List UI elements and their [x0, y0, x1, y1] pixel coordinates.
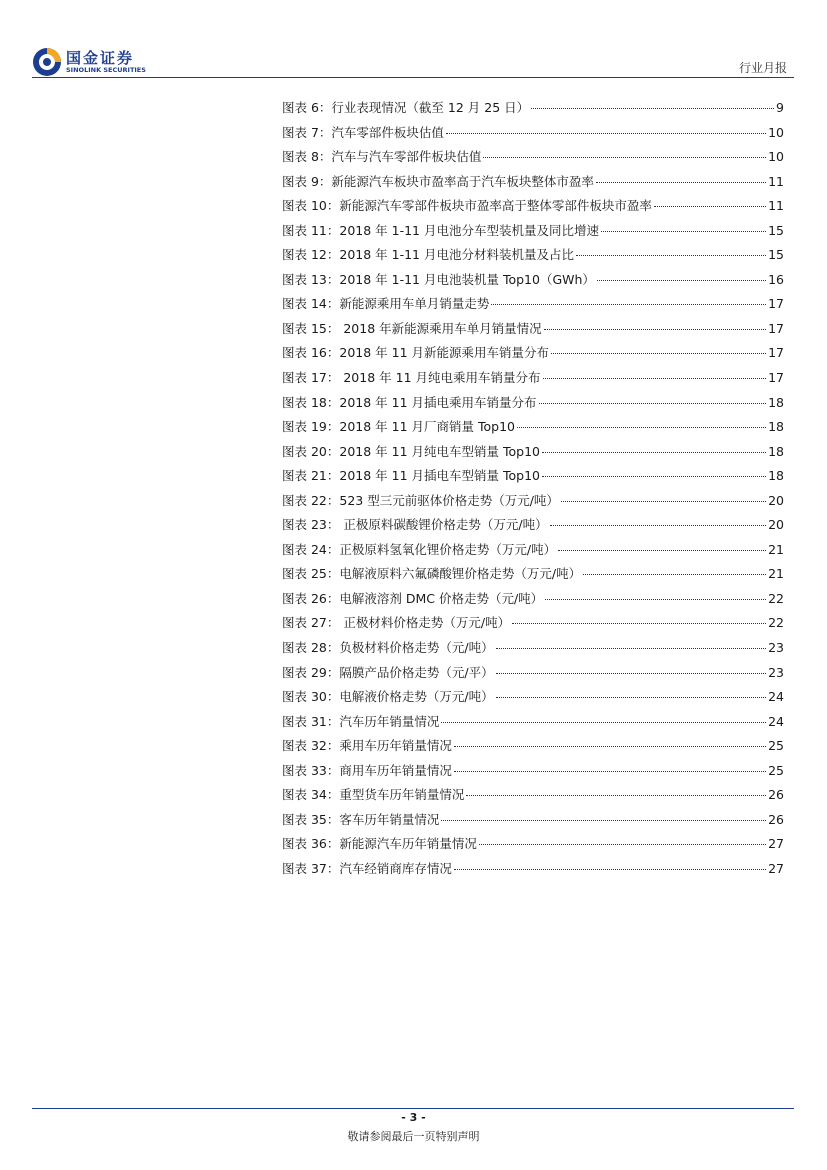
- toc-leader-dots: [543, 378, 767, 379]
- figure-index-list: [282, 98, 784, 884]
- toc-entry-page: 25: [768, 738, 784, 754]
- toc-entry[interactable]: [282, 712, 784, 737]
- toc-entry-page: 17: [768, 296, 784, 312]
- toc-leader-dots: [561, 501, 766, 502]
- toc-entry-title: 图表 34：重型货车历年销量情况: [282, 787, 465, 803]
- toc-entry-page: 20: [768, 517, 784, 533]
- toc-leader-dots: [576, 255, 766, 256]
- toc-entry-title: 图表 7：汽车零部件板块估值: [282, 124, 444, 140]
- toc-entry[interactable]: [282, 663, 784, 688]
- toc-entry[interactable]: [282, 245, 784, 270]
- toc-entry-title: 图表 32：乘用车历年销量情况: [282, 738, 452, 754]
- toc-entry-page: 16: [768, 271, 784, 287]
- logo-wordmark: [66, 50, 146, 75]
- footer-disclaimer: 敬请参阅最后一页特别声明: [347, 1130, 480, 1143]
- toc-entry[interactable]: [282, 491, 784, 516]
- toc-entry[interactable]: [282, 123, 784, 148]
- toc-entry[interactable]: [282, 638, 784, 663]
- toc-entry-title: 图表 16：2018 年 11 月新能源乘用车销量分布: [282, 345, 550, 361]
- toc-entry-page: 26: [768, 787, 784, 803]
- toc-leader-dots: [454, 869, 766, 870]
- toc-entry[interactable]: [282, 393, 784, 418]
- toc-entry-page: 21: [768, 566, 784, 582]
- toc-entry-title: 图表 36：新能源汽车历年销量情况: [282, 836, 477, 852]
- company-logo: [32, 47, 146, 77]
- toc-entry[interactable]: [282, 417, 784, 442]
- toc-entry-page: 24: [768, 689, 784, 705]
- toc-leader-dots: [454, 771, 766, 772]
- toc-leader-dots: [550, 525, 767, 526]
- toc-entry-page: 21: [768, 541, 784, 557]
- toc-entry-title: 图表 9：新能源汽车板块市盈率高于汽车板块整体市盈率: [282, 173, 594, 189]
- toc-entry-page: 20: [768, 492, 784, 508]
- logo-chinese-name: 国金证券: [66, 48, 135, 67]
- toc-entry-title: 图表 10：新能源汽车零部件板块市盈率高于整体零部件板块市盈率: [282, 198, 652, 214]
- toc-entry-title: 图表 8：汽车与汽车零部件板块估值: [282, 149, 482, 165]
- toc-entry[interactable]: [282, 810, 784, 835]
- toc-entry-page: 10: [768, 124, 784, 140]
- toc-leader-dots: [483, 157, 766, 158]
- toc-leader-dots: [542, 452, 766, 453]
- toc-leader-dots: [551, 353, 766, 354]
- toc-entry-title: 图表 11：2018 年 1-11 月电池分车型装机量及同比增速: [282, 222, 599, 238]
- toc-entry-title: 图表 31：汽车历年销量情况: [282, 713, 440, 729]
- toc-entry-page: 26: [768, 811, 784, 827]
- toc-entry-page: 22: [768, 615, 784, 631]
- toc-entry-title: 图表 35：客车历年销量情况: [282, 811, 440, 827]
- toc-leader-dots: [441, 820, 766, 821]
- toc-leader-dots: [496, 673, 767, 674]
- toc-leader-dots: [512, 623, 766, 624]
- logo-english-name: SINOLINK SECURITIES: [66, 65, 146, 74]
- toc-entry-page: 17: [768, 320, 784, 336]
- toc-entry-title: 图表 14：新能源乘用车单月销量走势: [282, 296, 490, 312]
- toc-entry-title: 图表 28：负极材料价格走势（元/吨）: [282, 640, 494, 656]
- toc-entry[interactable]: [282, 196, 784, 221]
- toc-leader-dots: [496, 697, 767, 698]
- toc-entry[interactable]: [282, 761, 784, 786]
- toc-entry-title: 图表 20：2018 年 11 月纯电车型销量 Top10: [282, 443, 540, 459]
- toc-entry[interactable]: [282, 613, 784, 638]
- toc-leader-dots: [441, 722, 766, 723]
- toc-leader-dots: [454, 746, 766, 747]
- sinolink-logo-icon: [32, 47, 62, 77]
- toc-entry[interactable]: [282, 564, 784, 589]
- toc-entry-page: 23: [768, 640, 784, 656]
- toc-entry-title: 图表 25：电解液原料六氟磷酸锂价格走势（万元/吨）: [282, 566, 582, 582]
- toc-entry-title: 图表 17： 2018 年 11 月纯电乘用车销量分布: [282, 370, 541, 386]
- toc-entry-page: 18: [768, 468, 784, 484]
- toc-leader-dots: [479, 844, 766, 845]
- toc-entry-title: 图表 24：正极原料氢氧化锂价格走势（万元/吨）: [282, 541, 557, 557]
- toc-leader-dots: [517, 427, 766, 428]
- toc-entry-title: 图表 23： 正极原料碳酸锂价格走势（万元/吨）: [282, 517, 548, 533]
- toc-leader-dots: [654, 206, 766, 207]
- toc-entry-title: 图表 18：2018 年 11 月插电乘用车销量分布: [282, 394, 537, 410]
- toc-entry-title: 图表 21：2018 年 11 月插电车型销量 Top10: [282, 468, 540, 484]
- toc-entry-title: 图表 13：2018 年 1-11 月电池装机量 Top10（GWh）: [282, 271, 595, 287]
- page-header: [0, 0, 827, 80]
- toc-entry-title: 图表 15： 2018 年新能源乘用车单月销量情况: [282, 320, 542, 336]
- toc-entry-page: 10: [768, 149, 784, 165]
- toc-entry-page: 24: [768, 713, 784, 729]
- toc-entry[interactable]: [282, 221, 784, 246]
- report-type-label: 行业月报: [738, 61, 787, 75]
- toc-entry[interactable]: [282, 270, 784, 295]
- toc-leader-dots: [597, 280, 766, 281]
- toc-entry-title: 图表 27： 正极材料价格走势（万元/吨）: [282, 615, 511, 631]
- toc-entry[interactable]: [282, 147, 784, 172]
- toc-leader-dots: [545, 599, 766, 600]
- toc-entry[interactable]: [282, 785, 784, 810]
- toc-entry-page: 18: [768, 419, 784, 435]
- toc-entry-title: 图表 6：行业表现情况（截至 12 月 25 日）: [282, 100, 530, 115]
- footer-divider: [32, 1108, 794, 1109]
- toc-entry-page: 18: [768, 394, 784, 410]
- toc-entry[interactable]: [282, 589, 784, 614]
- toc-leader-dots: [491, 304, 766, 305]
- toc-entry-title: 图表 33：商用车历年销量情况: [282, 762, 452, 778]
- toc-entry-page: 23: [768, 664, 784, 680]
- toc-entry[interactable]: [282, 466, 784, 491]
- toc-entry-title: 图表 19：2018 年 11 月厂商销量 Top10: [282, 419, 515, 435]
- toc-entry[interactable]: [282, 540, 784, 565]
- toc-entry[interactable]: [282, 834, 784, 859]
- toc-leader-dots: [496, 648, 767, 649]
- toc-leader-dots: [558, 550, 766, 551]
- toc-entry[interactable]: [282, 442, 784, 467]
- toc-entry-title: 图表 29：隔膜产品价格走势（元/平）: [282, 664, 494, 680]
- toc-entry[interactable]: [282, 368, 784, 393]
- toc-entry-page: 27: [768, 860, 784, 876]
- toc-entry-page: 15: [768, 222, 784, 238]
- toc-entry[interactable]: [282, 294, 784, 319]
- page-number: - 3 -: [401, 1111, 426, 1124]
- toc-leader-dots: [596, 182, 766, 183]
- toc-entry-title: 图表 37：汽车经销商库存情况: [282, 860, 452, 876]
- toc-leader-dots: [539, 403, 767, 404]
- toc-entry[interactable]: [282, 319, 784, 344]
- toc-entry-page: 11: [768, 173, 784, 189]
- toc-entry-page: 11: [768, 198, 784, 214]
- toc-entry-title: 图表 12：2018 年 1-11 月电池分材料装机量及占比: [282, 247, 574, 263]
- toc-leader-dots: [601, 231, 766, 232]
- toc-entry-page: 27: [768, 836, 784, 852]
- toc-entry[interactable]: [282, 98, 784, 123]
- toc-entry-title: 图表 22：523 型三元前驱体价格走势（万元/吨）: [282, 492, 559, 508]
- toc-leader-dots: [531, 108, 774, 109]
- toc-entry[interactable]: [282, 343, 784, 368]
- toc-entry-page: 17: [768, 370, 784, 386]
- toc-leader-dots: [466, 795, 766, 796]
- toc-entry-title: 图表 26：电解液溶剂 DMC 价格走势（元/吨）: [282, 590, 544, 606]
- toc-entry-page: 18: [768, 443, 784, 459]
- toc-entry-page: 15: [768, 247, 784, 263]
- toc-entry-page: 9: [776, 100, 784, 115]
- toc-leader-dots: [446, 133, 766, 134]
- toc-leader-dots: [542, 476, 766, 477]
- toc-entry[interactable]: [282, 687, 784, 712]
- toc-leader-dots: [544, 329, 766, 330]
- header-divider: [32, 77, 794, 78]
- toc-entry[interactable]: [282, 736, 784, 761]
- toc-entry[interactable]: [282, 515, 784, 540]
- toc-entry-page: 22: [768, 590, 784, 606]
- toc-leader-dots: [583, 574, 766, 575]
- toc-entry-title: 图表 30：电解液价格走势（万元/吨）: [282, 689, 494, 705]
- toc-entry-page: 25: [768, 762, 784, 778]
- toc-entry[interactable]: [282, 172, 784, 197]
- toc-entry-page: 17: [768, 345, 784, 361]
- toc-entry[interactable]: [282, 859, 784, 884]
